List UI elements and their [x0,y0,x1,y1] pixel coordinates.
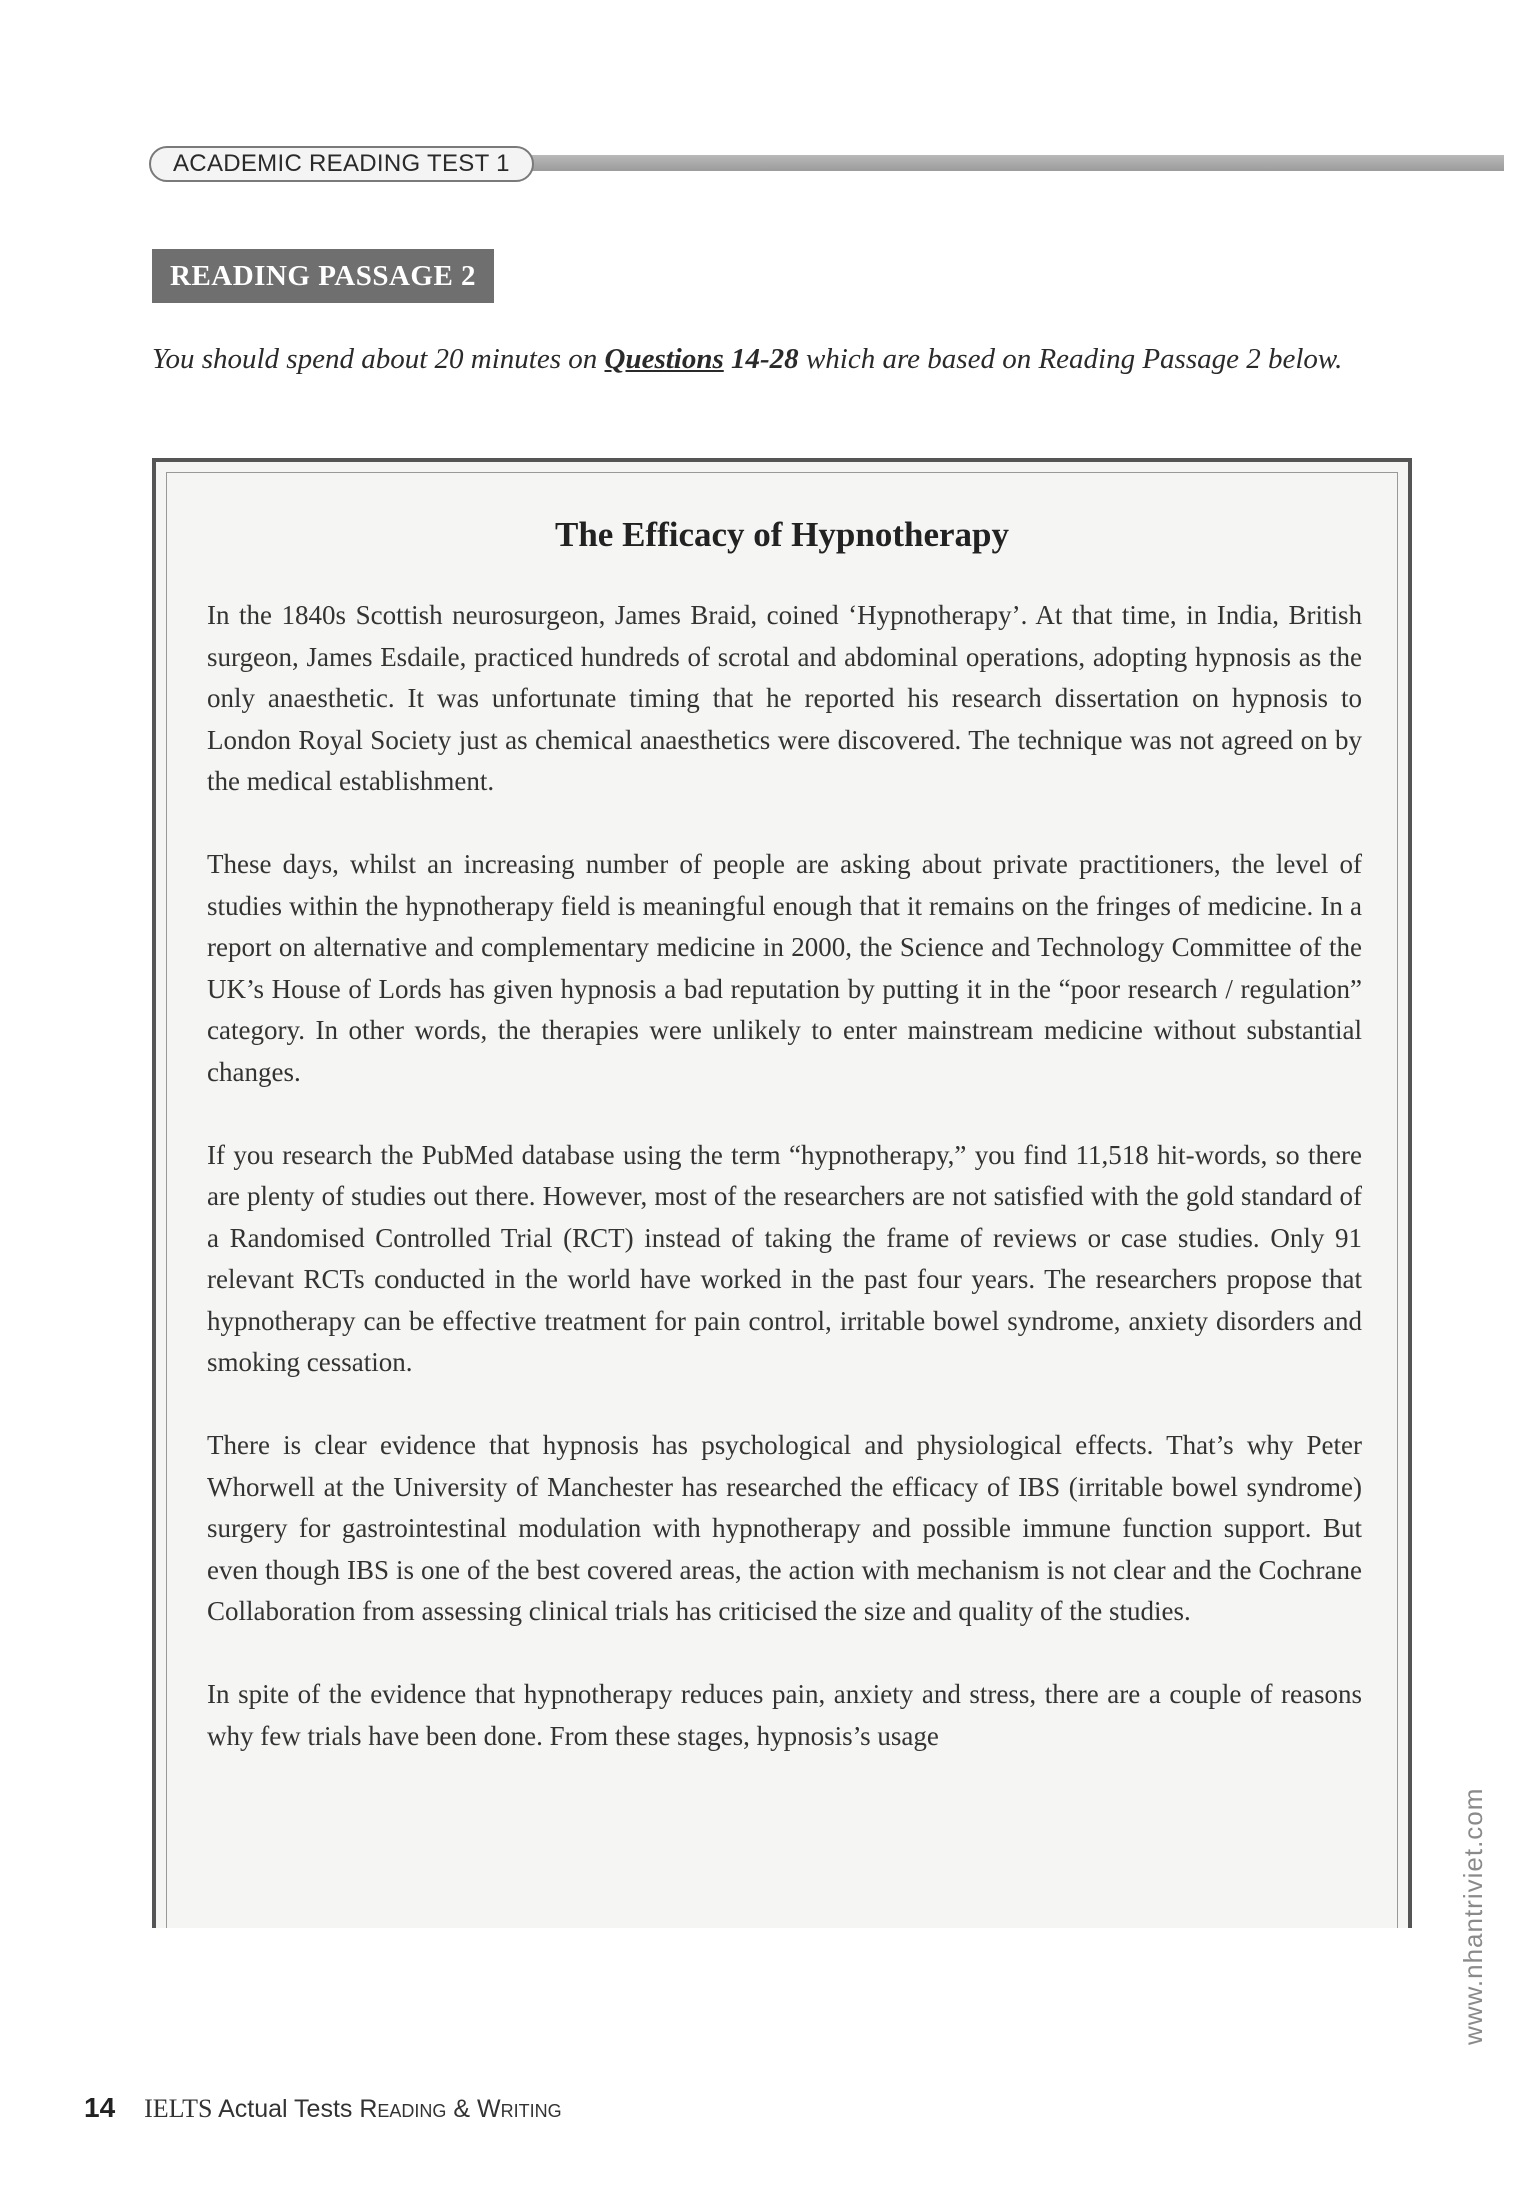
page-number: 14 [84,2092,116,2123]
paragraph-4: There is clear evidence that hypnosis has psychological and physiological effects. That’s why Peter Whorwell at the University of Manchester has researched the efficacy of IBS (irritable bowel syndrome) surgery for gastrointestinal modulation with hypnotherapy and possible immune function support. But even though IBS is one of the best covered areas, the action with mechanism is not clear and the Cochrane Collaboration from assessing clinical trials has criticised the size and quality of the studies. [207,1430,1362,1626]
paragraph-1: In the 1840s Scottish neurosurgeon, James Braid, coined ‘Hypnotherapy’. At that time, in India, British surgeon, James Esdaile, practiced hundreds of scrotal and abdominal operations, adopting hypnosis as the only anaesthetic. It was unfortunate timing that he reported his research dissertation on hypnosis to London Royal Society just as chemical anaesthetics were discovered. The technique was not agreed on by the medical establishment. [207,600,1362,796]
passage-inner-frame [166,472,1398,1928]
paragraph-2: These days, whilst an increasing number of people are asking about private practitioners, the level of studies within the hypnotherapy field is meaningful enough that it remains on the fringes of medicine. In a report on alternative and complementary medicine in 2000, the Science and Technology Committee of the UK’s House of Lords has given hypnosis a bad reputation by putting it in the “poor research / regulation” category. In other words, the therapies were unlikely to enter mainstream medicine without substantial changes. [207,849,1362,1087]
header-stripe [529,155,1504,171]
footer-reading: Reading [359,2095,447,2123]
instruction-range: 14-28 [723,343,799,375]
paragraph-5: In spite of the evidence that hypnotherapy reduces pain, anxiety and stress, there are a couple of reasons why few trials have been done. From these stages, hypnosis’s usage [207,1679,1362,1751]
footer-writing: Writing [477,2095,562,2123]
passage-label: READING PASSAGE 2 [152,249,494,303]
test-header [149,146,1504,182]
footer-actual-tests: Actual Tests [218,2095,353,2123]
instruction-pre: You should spend about 20 minutes on [152,343,605,375]
instruction-questions: Questions [604,343,724,375]
passage-box [152,458,1412,1928]
passage-title: The Efficacy of Hypnotherapy [554,515,1009,554]
instruction-text [152,335,1417,383]
page-footer [84,2092,562,2124]
paragraph-3: If you research the PubMed database using the term “hypnotherapy,” you find 11,518 hit-words, so there are plenty of studies out there. However, most of the researchers are not satisfied with the gold standard of a Randomised Controlled Trial (RCT) instead of taking the frame of reviews or case studies. Only 91 relevant RCTs conducted in the world have worked in the past four years. The researchers propose that hypnotherapy can be effective treatment for pain control, irritable bowel syndrome, anxiety disorders and smoking cessation. [207,1139,1362,1377]
watermark-url: www.nhantriviet.com [1458,1787,1488,2045]
test-label: ACADEMIC READING TEST 1 [149,146,534,182]
instruction-post: which are based on Reading Passage 2 below. [798,343,1343,375]
passage-body [207,595,1362,1799]
footer-amp: & [453,2095,471,2123]
footer-ielts: IELTS [144,2094,213,2123]
